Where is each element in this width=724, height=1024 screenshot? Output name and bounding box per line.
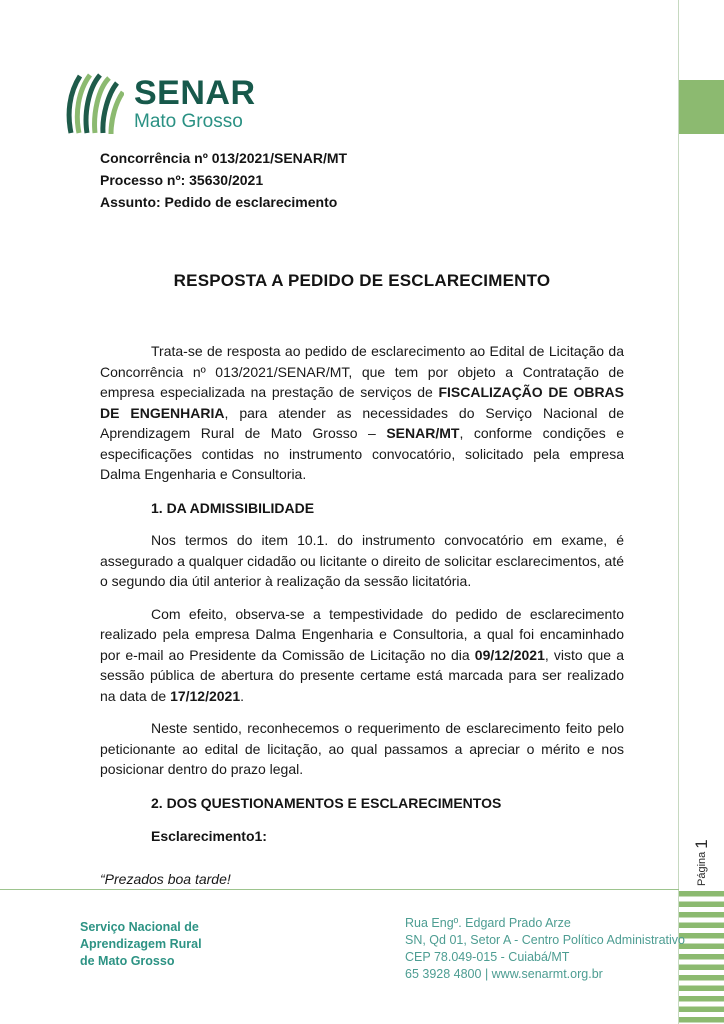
- footer-address-line: CEP 78.049-015 - Cuiabá/MT: [405, 950, 570, 964]
- header-line-processo: Processo nº: 35630/2021: [100, 172, 264, 188]
- quote-text: “Prezados boa tarde!: [100, 870, 231, 887]
- text-run: Trata-se de resposta ao pedido de esclarecimento ao Edital de Licitação da Concorrência nº 013/2021/SENAR/MT, que tem por objeto a Contratação de empresa especializada na prestação de serviços de: [100, 343, 624, 400]
- senar-wheat-icon: [64, 70, 124, 134]
- text-run: , para atender as necessidades do Serviço Nacional de Aprendizagem Rural de Mato Grosso –: [100, 404, 624, 441]
- text-run: , visto que a sessão pública de abertura do presente certame está marcada para ser realizado na data de: [100, 646, 624, 704]
- right-rail-line: [678, 0, 679, 1024]
- header-line-concorrencia: Concorrência nº 013/2021/SENAR/MT: [100, 150, 348, 166]
- senar-logo: [64, 70, 256, 134]
- footer-organization: [80, 919, 202, 970]
- right-rail-stripes: [679, 891, 724, 1024]
- subheading-esclarecimento1: Esclarecimento1:: [151, 828, 267, 844]
- document-body: [100, 147, 624, 889]
- page-number-label: Página: [696, 851, 708, 886]
- text-run: Com efeito, observa-se a tempestividade do pedido de esclarecimento realizado pela empresa Dalma Engenharia e Consultoria, a qual foi encaminhado por e-mail ao Presidente da Comissão de Licitação no dia: [100, 605, 624, 663]
- text-run-bold: SENAR/MT: [386, 425, 460, 441]
- page-number-value: 1: [692, 839, 711, 849]
- footer-address-line: SN, Qd 01, Setor A - Centro Político Administrativo: [405, 933, 685, 947]
- header-line-assunto: Assunto: Pedido de esclarecimento: [100, 194, 338, 210]
- right-rail-green-block: [679, 80, 724, 134]
- paragraph-admissibilidade: Nos termos do item 10.1. do instrumento convocatório em exame, é assegurado a qualquer cidadão ou licitante o direito de solicitar esclarecimentos, até o segundo dia útil anterior à realização da sessão licitatória.: [100, 532, 624, 589]
- footer-address-line: Rua Engº. Edgard Prado Arze: [405, 916, 571, 930]
- text-run-bold: 17/12/2021: [170, 687, 241, 704]
- footer-divider: [0, 889, 679, 890]
- header-block: [100, 147, 624, 213]
- footer-org-line: Aprendizagem Rural: [80, 937, 202, 951]
- logo-region: Mato Grosso: [134, 111, 243, 132]
- section-heading-questionamentos: 2. DOS QUESTIONAMENTOS E ESCLARECIMENTOS: [151, 794, 502, 811]
- logo-name: SENAR: [134, 74, 256, 112]
- footer-address-line: 65 3928 4800 | www.senarmt.org.br: [405, 967, 603, 981]
- paragraph-intro: [100, 341, 624, 485]
- footer-org-line: de Mato Grosso: [80, 954, 175, 968]
- section-heading-admissibilidade: 1. DA ADMISSIBILIDADE: [151, 499, 315, 516]
- text-run: .: [240, 687, 245, 704]
- text-run-bold: 09/12/2021: [474, 646, 545, 663]
- document-title: RESPOSTA A PEDIDO DE ESCLARECIMENTO: [173, 271, 551, 290]
- footer-address: [405, 915, 685, 983]
- text-run: , conforme condições e especificações contidas no instrumento convocatório, solicitado pela empresa Dalma Engenharia e Consultoria.: [100, 425, 624, 482]
- footer-org-line: Serviço Nacional de: [80, 920, 199, 934]
- logo-text: [134, 76, 256, 133]
- text-run-bold: FISCALIZAÇÃO DE OBRAS DE ENGENHARIA: [100, 384, 625, 421]
- paragraph-tempestividade: [100, 604, 624, 707]
- page-number: [692, 839, 712, 886]
- paragraph-reconhecimento: Neste sentido, reconhecemos o requerimento de esclarecimento feito pelo peticionante ao edital de licitação, ao qual passamos a apreciar o mérito e nos posicionar dentro do prazo legal.: [100, 720, 624, 777]
